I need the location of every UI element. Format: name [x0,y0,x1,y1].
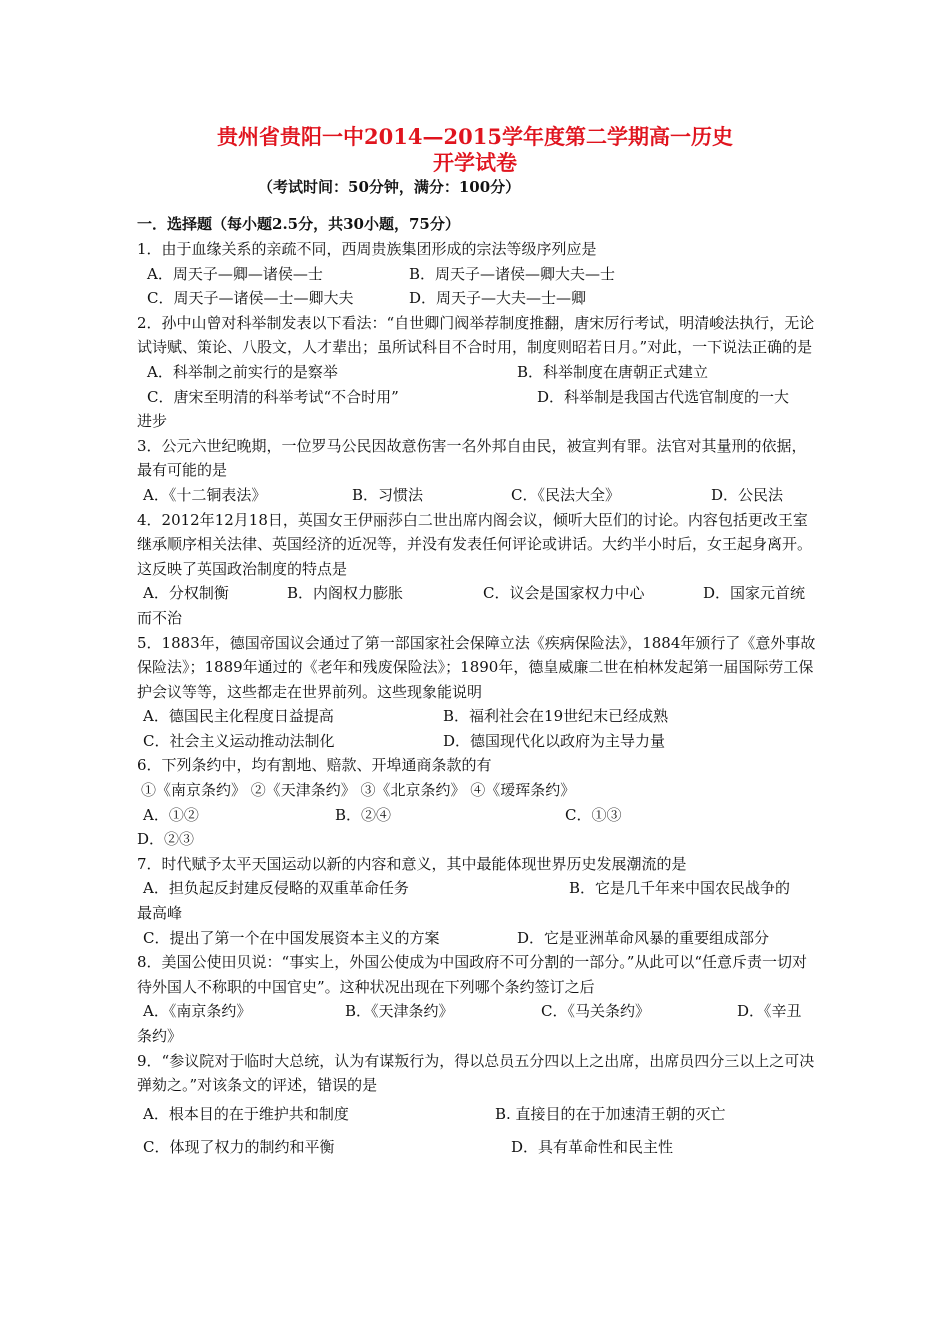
question-4 [137,508,817,631]
option-c: C．提出了第一个在中国发展资本主义的方案 [143,928,440,947]
option-d: D．具有革命性和民主性 [511,1137,674,1156]
option-c: C．社会主义运动推动法制化 [143,731,335,750]
question-stem: 4．2012年12月18日，英国女王伊丽莎白二世出席内阁会议，倾听大臣们的讨论。内容包括更改王室继承顺序相关法律、英国经济的近况等，并没有发表任何评论或讲话。大约半小时后，女王起身离开。这反映了英国政治制度的特点是 [137,510,813,578]
option-b: B．习惯法 [352,485,424,504]
option-d-continued: 而不治 [137,608,183,627]
option-d-continued: 进步 [137,412,168,431]
option-a: A．分权制衡 [143,584,229,603]
question-items: ①《南京条约》 ②《天津条约》 ③《北京条约》 ④《瑷珲条约》 [141,781,576,800]
question-5 [137,631,817,754]
option-d: D．它是亚洲革命风暴的重要组成部分 [517,928,770,947]
option-b: B. 直接目的在于加速清王朝的灭亡 [495,1104,726,1123]
option-a: A．《南京条约》 [143,1002,252,1021]
option-d: D．②③ [137,830,195,849]
question-list [137,237,817,1160]
option-c: C．①③ [565,805,622,824]
question-stem: 2．孙中山曾对科举制发表以下看法：“自世卿门阀举荐制度推翻，唐宋厉行考试，明清峻法执行，无论试诗赋、策论、八股文，人才辈出；虽所试科目不合时用，制度则昭若日月。”对此，一下说法正确的是 [137,313,815,357]
option-b: B．科举制度在唐朝正式建立 [517,362,709,381]
option-d: D．周天子—大夫—士—卿 [409,289,587,308]
question-stem: 9．“参议院对于临时大总统，认为有谋叛行为，得以总员五分四以上之出席，出席员四分三以上之可决弹劾之。”对该条文的评述，错误的是 [137,1051,815,1095]
question-6 [137,753,817,851]
option-a: A．周天子—卿—诸侯—士 [147,264,323,283]
question-stem: 3．公元六世纪晚期，一位罗马公民因故意伤害一名外邦自由民，被宣判有罪。法官对其量刑的依据，最有可能的是 [137,436,807,480]
option-a: A．根本目的在于维护共和制度 [143,1104,349,1123]
option-d: D．国家元首统 [703,584,806,603]
option-b: B．周天子—诸侯—卿大夫—士 [409,264,616,283]
option-b: B．内阁权力膨胀 [287,584,404,603]
question-2 [137,311,817,434]
question-9 [137,1049,817,1160]
question-1 [137,237,817,311]
option-b-continued: 最高峰 [137,904,183,923]
question-7 [137,852,817,950]
option-c: C．周天子—诸侯—士—卿大夫 [147,289,354,308]
option-d: D．《辛丑 [737,1002,802,1021]
option-c: C．体现了权力的制约和平衡 [143,1137,335,1156]
exam-info: （考试时间：50分钟，满分：100分） [258,178,521,196]
option-d: D．科举制是我国古代选官制度的一大 [537,387,790,406]
option-d-continued: 条约》 [137,1027,183,1045]
question-stem: 6．下列条约中，均有割地、赔款、开埠通商条款的有 [137,756,492,775]
option-c: C．议会是国家权力中心 [483,584,645,603]
option-a: A．担负起反封建反侵略的双重革命任务 [143,879,409,898]
question-stem: 8．美国公使田贝说：“事实上，外国公使成为中国政府不可分割的一部分。”从此可以“任意斥责一切对待外国人不称职的中国官史”。这种状况出现在下列哪个条约签订之后 [137,953,808,996]
option-c: C．唐宋至明清的科举考试“不合时用” [147,387,399,406]
option-a: A．德国民主化程度日益提高 [143,707,334,726]
question-8 [137,950,817,1048]
option-a: A．科举制之前实行的是察举 [147,362,338,381]
exam-title-line2: 开学试卷 [433,150,517,175]
question-stem: 7．时代赋予太平天国运动以新的内容和意义，其中最能体现世界历史发展潮流的是 [137,854,687,873]
option-b: B．它是几千年来中国农民战争的 [569,879,791,898]
option-a: A．①② [143,805,199,824]
question-stem: 1．由于血缘关系的亲疏不同，西周贵族集团形成的宗法等级序列应是 [137,240,597,258]
question-stem: 5．1883年，德国帝国议会通过了第一部国家社会保障立法《疾病保险法》，1884年颁行了《意外事故保险法》；1889年通过的《老年和残废保险法》；1890年，德皇威廉二世在柏林发起第一届国际劳工保护会议等等，这些都走在世界前列。这些现象能说明 [137,633,816,701]
option-d: D．公民法 [711,485,784,504]
option-c: C．《马关条约》 [541,1002,650,1021]
option-b: B．福利社会在19世纪末已经成熟 [443,707,669,726]
exam-title-line1: 贵州省贵阳一中2014—2015学年度第二学期高一历史 [217,124,733,149]
option-b: B．②④ [335,805,392,824]
question-3 [137,434,817,508]
option-b: B．《天津条约》 [345,1002,454,1021]
option-d: D．德国现代化以政府为主导力量 [443,731,666,750]
section-heading: 一．选择题（每小题2.5分，共30小题，75分） [137,215,460,233]
option-c: C．《民法大全》 [511,485,620,504]
option-a: A．《十二铜表法》 [143,485,267,504]
